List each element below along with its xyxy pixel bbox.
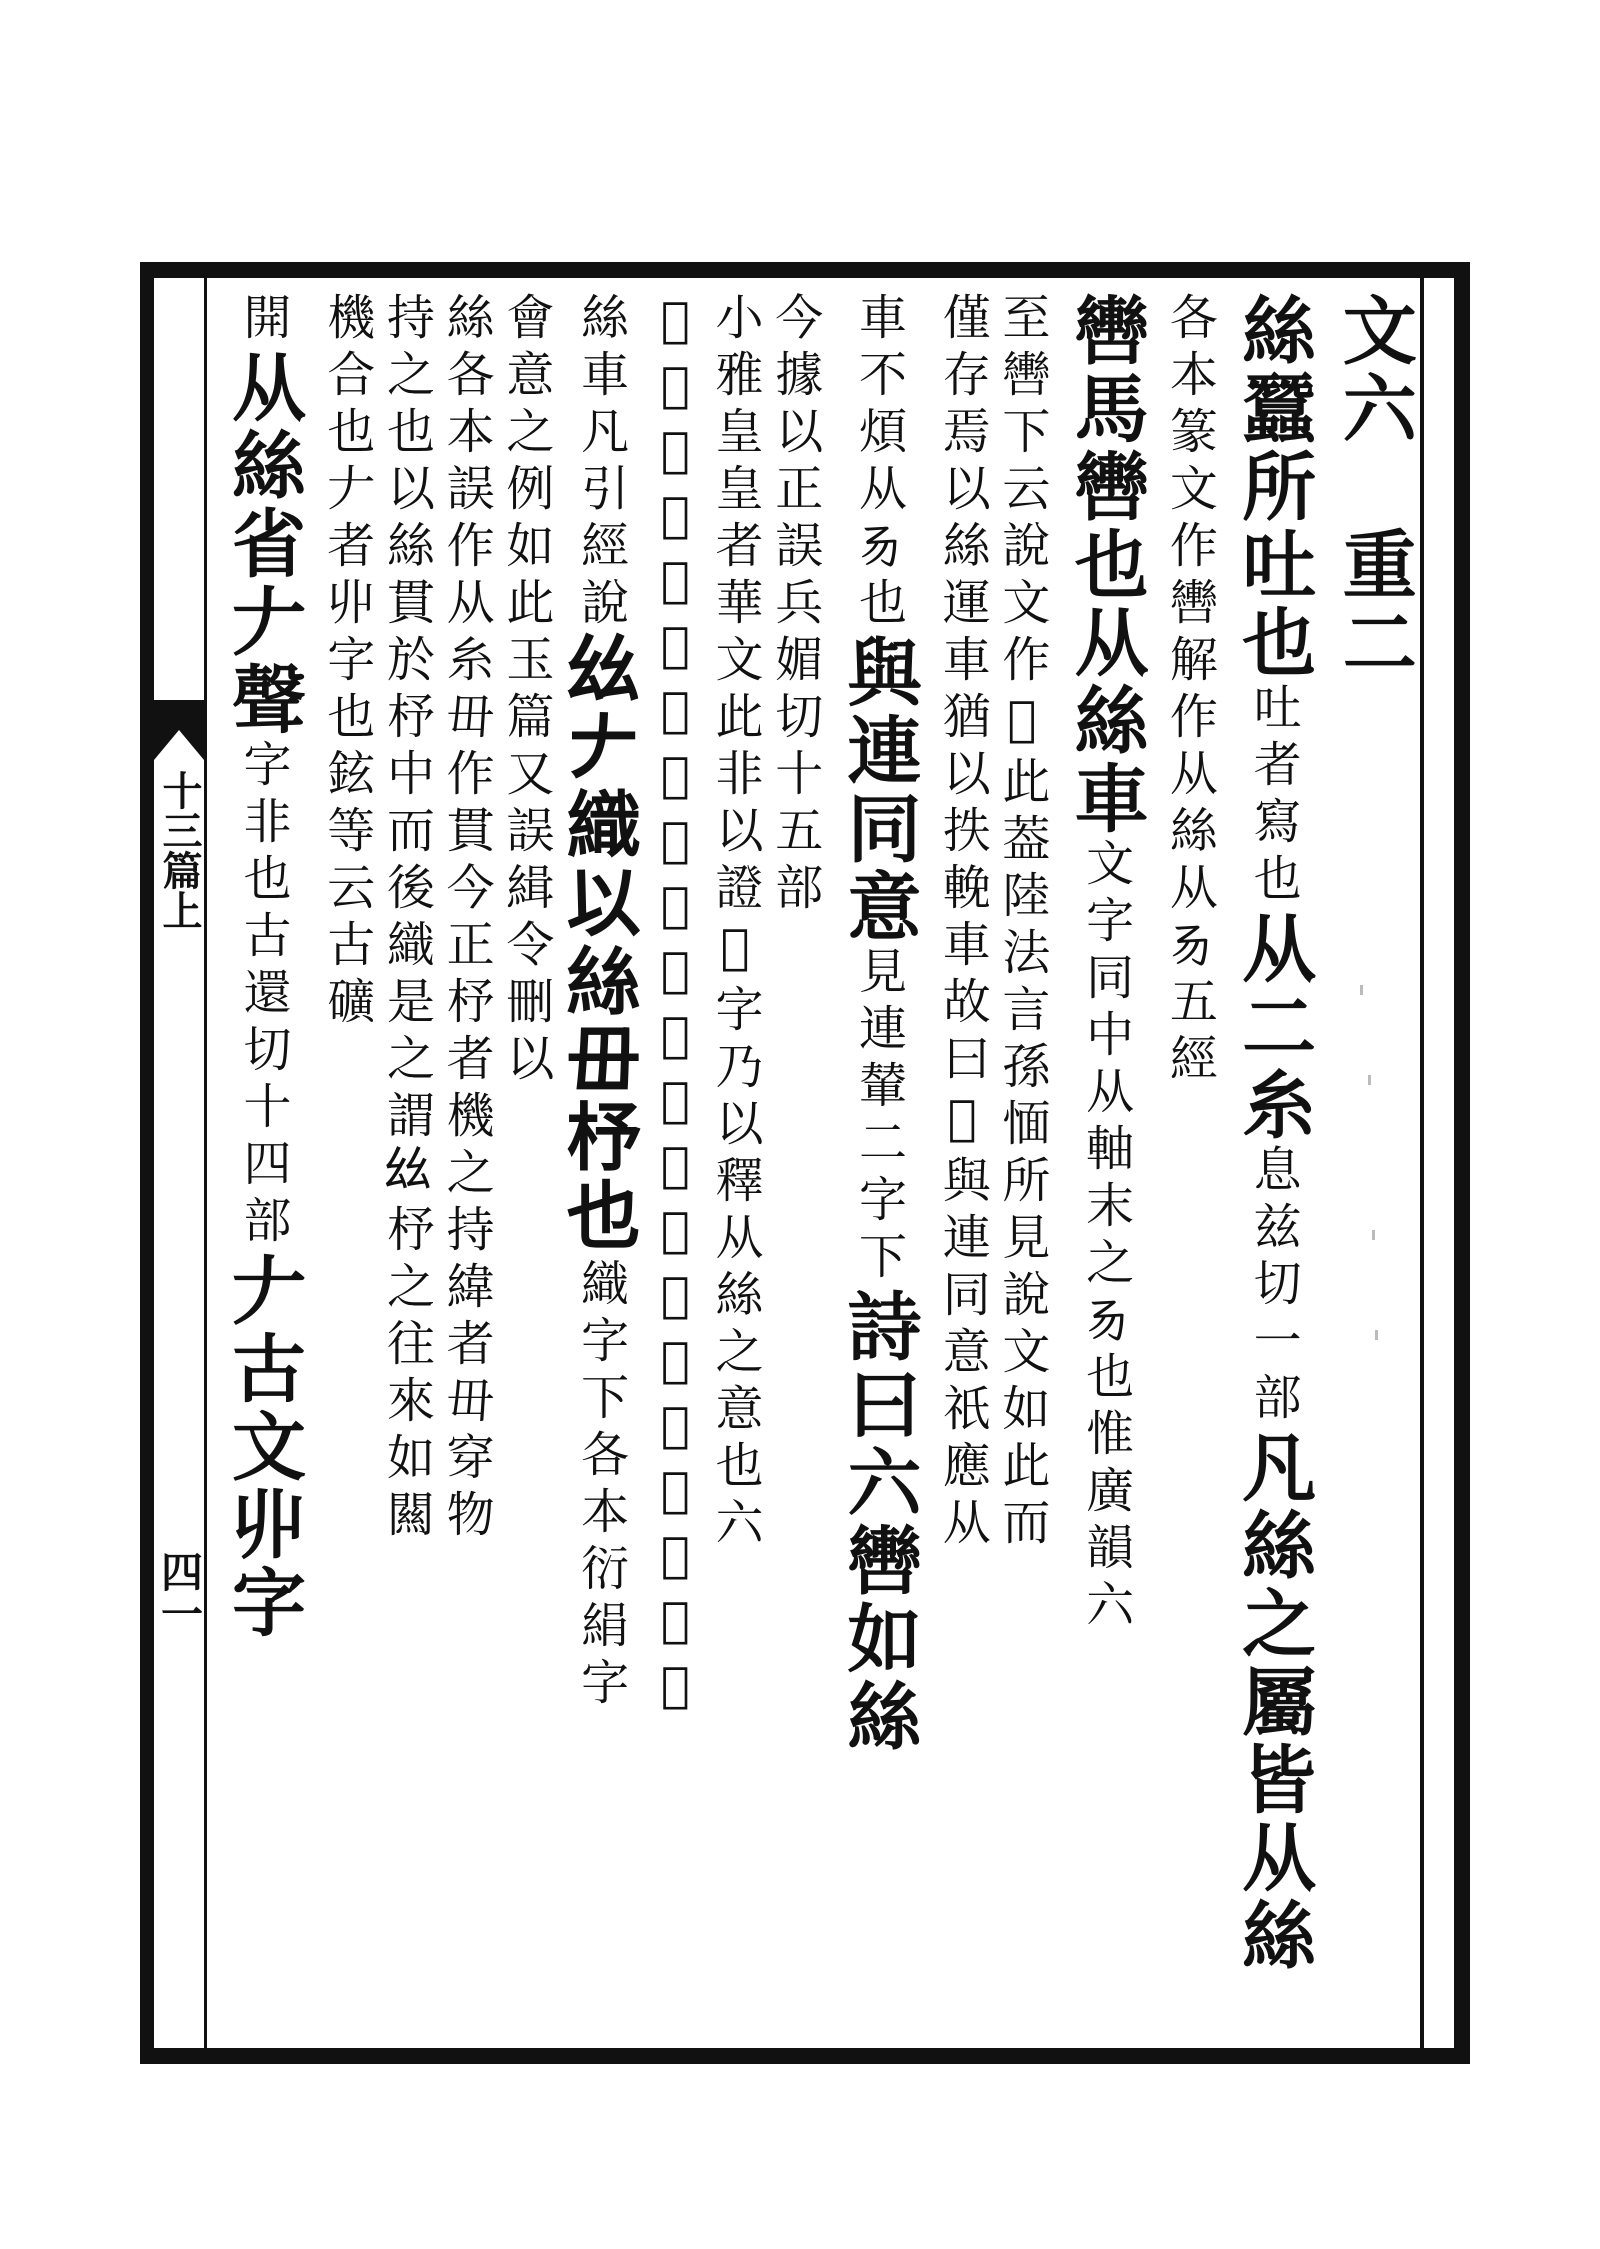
text-column: 持之也以絲貫於杼中而後織是之謂𢆶杼之往來如闗	[378, 292, 435, 1546]
text-column: 文六 重二	[1330, 292, 1417, 682]
main-entry-text: 𠂇古文丱字	[220, 1252, 306, 1642]
page-border-left	[140, 262, 154, 2064]
main-entry-text: 凡絲之屬皆从絲	[1230, 1429, 1317, 1975]
text-column: 各本篆文作轡解作从絲从𠃓五經	[1161, 292, 1218, 1090]
text-column: 至轡下云說文作𦇇此葢陸法言孫愐所見說文如此而	[993, 292, 1050, 1554]
inner-rule-right	[1420, 278, 1424, 2048]
text-column	[1220, 292, 1326, 2037]
scan-speck	[1372, 1230, 1375, 1240]
text-column	[1053, 292, 1159, 2037]
text-column	[557, 292, 645, 2037]
main-entry-text: 从二糸	[1230, 910, 1317, 1144]
text-column	[210, 292, 316, 2037]
scan-speck	[1368, 1075, 1371, 1085]
main-entry-text: 詩曰六轡如絲	[835, 1288, 922, 1756]
fishtail-mark-icon	[154, 700, 204, 760]
text-column: 僅存焉以絲運車猶以抶輓車故曰𦇇與連同意祇應从	[934, 292, 991, 1554]
commentary-text: 絲車凡引經說	[572, 292, 629, 634]
main-entry-text: 與連同意	[835, 634, 922, 946]
scan-speck	[1360, 985, 1363, 995]
text-column: 絲各本誤作从糸毌作貫今正杼者機之持緯者毌穿物	[438, 292, 495, 1546]
text-column	[825, 292, 931, 2037]
text-column: 今據以正誤兵媚切十五部	[766, 292, 823, 919]
main-entry-text: 从絲省𠂇聲	[220, 349, 306, 739]
text-column: 機合也𠂇者丱字也鉉等云古礦	[318, 292, 375, 1033]
commentary-text: 息兹切一部	[1245, 1144, 1302, 1429]
commentary-text: 字非也古還切十四部	[235, 739, 291, 1252]
commentary-text: 文字同中从軸末之𠃓也惟廣韻六	[1077, 838, 1134, 1636]
page-border-top	[140, 262, 1470, 278]
commentary-text: 開	[235, 292, 291, 349]
text-column: 𦇇如絲毛傳曰言調忍也如絲則是以絲運車故其字从	[647, 292, 704, 1722]
main-entry-text: 轡馬轡也从絲車	[1062, 292, 1149, 838]
commentary-text: 見連輦二字下	[850, 946, 907, 1288]
page-border-bottom	[140, 2048, 1470, 2064]
main-entry-text: 𢆶𠂇織以絲毌杼也	[557, 634, 644, 1258]
page-number: 四一	[155, 1550, 204, 1634]
scan-speck	[1375, 1330, 1378, 1340]
main-entry-text: 絲蠶所吐也	[1230, 292, 1317, 682]
commentary-text: 織字下各本衍絹字	[572, 1258, 629, 1714]
page-border-right	[1454, 262, 1470, 2064]
text-column: 會意之例如此玉篇又誤緝令刪以	[497, 292, 554, 1090]
text-columns	[210, 292, 1420, 2037]
text-column: 小雅皇皇者華文此非以證𦇇字乃以釋从絲之意也六	[707, 292, 764, 1554]
commentary-text: 吐者寫也	[1245, 682, 1302, 910]
commentary-text: 車不煩从𠃓也	[850, 292, 907, 634]
volume-label: 十三篇上	[156, 770, 203, 930]
inner-rule-left	[204, 278, 207, 2048]
